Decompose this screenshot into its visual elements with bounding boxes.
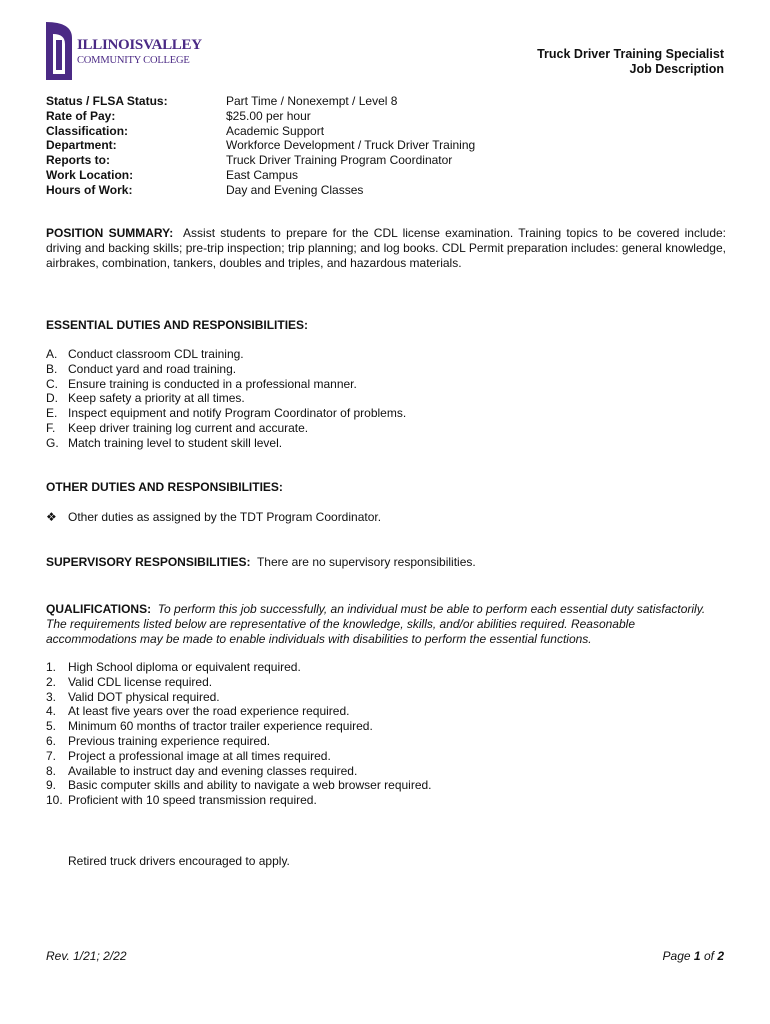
- list-item-text: Valid CDL license required.: [68, 674, 213, 689]
- diamond-bullet-icon: ❖: [46, 510, 57, 524]
- list-marker: 3.: [46, 689, 57, 704]
- info-row: [46, 124, 475, 139]
- qualifications-intro: [46, 602, 726, 646]
- info-row: [46, 109, 475, 124]
- info-row: [46, 153, 475, 168]
- position-summary: [46, 226, 726, 270]
- info-value: Part Time / Nonexempt / Level 8: [226, 94, 398, 108]
- section-heading: QUALIFICATIONS:: [46, 602, 152, 616]
- list-item-text: High School diploma or equivalent required.: [68, 660, 301, 674]
- list-marker: 8.: [46, 763, 57, 778]
- list-item: [46, 660, 432, 675]
- info-row: [46, 168, 475, 183]
- supervisory-responsibilities: [46, 555, 726, 570]
- list-item-text: Proficient with 10 speed transmission required.: [68, 793, 317, 808]
- shield-emblem-icon: [44, 18, 74, 84]
- list-item: [46, 734, 432, 749]
- job-title: Truck Driver Training Specialist: [537, 47, 724, 61]
- list-item-text: Valid DOT physical required.: [68, 689, 220, 704]
- info-value: $25.00 per hour: [226, 108, 311, 123]
- list-item: [46, 749, 432, 764]
- list-item: [46, 764, 432, 779]
- info-label: Reports to:: [46, 153, 110, 168]
- info-value: Workforce Development / Truck Driver Training: [226, 138, 476, 153]
- list-item: [46, 704, 432, 719]
- list-item: [46, 793, 432, 808]
- page-number: [663, 949, 724, 963]
- info-value: Truck Driver Training Program Coordinator: [226, 153, 453, 168]
- list-item: [46, 510, 381, 525]
- list-marker: 9.: [46, 778, 57, 793]
- list-item-text: Previous training experience required.: [68, 733, 271, 748]
- list-marker: 5.: [46, 719, 57, 734]
- info-label: Classification:: [46, 123, 129, 138]
- job-info-table: [46, 94, 475, 198]
- list-item-text: Basic computer skills and ability to navigate a web browser required.: [68, 778, 432, 793]
- qualifications-list: [46, 660, 432, 808]
- revision-date: Rev. 1/21; 2/22: [46, 949, 127, 963]
- list-marker: 2.: [46, 674, 57, 689]
- essential-duties-list: [46, 347, 406, 451]
- other-duties-list: [46, 510, 381, 525]
- list-marker: 4.: [46, 704, 57, 719]
- section-heading: ESSENTIAL DUTIES AND RESPONSIBILITIES:: [46, 318, 309, 332]
- list-item: [46, 719, 432, 734]
- info-value: Day and Evening Classes: [226, 182, 364, 197]
- list-marker: G.: [46, 435, 59, 450]
- info-row: [46, 138, 475, 153]
- info-label: Work Location:: [46, 167, 134, 182]
- list-item: [46, 362, 406, 377]
- info-label: Hours of Work:: [46, 182, 133, 197]
- list-item: [46, 421, 406, 436]
- page-current: 1: [693, 949, 701, 963]
- list-marker: D.: [46, 391, 58, 406]
- supervisory-text: There are no supervisory responsibilities.: [256, 555, 476, 569]
- list-item-text: Inspect equipment and notify Program Coordinator of problems.: [68, 406, 407, 421]
- info-row: [46, 183, 475, 198]
- list-marker: 10.: [46, 793, 63, 808]
- section-heading: POSITION SUMMARY:: [46, 226, 174, 240]
- list-item-text: Conduct yard and road training.: [68, 361, 237, 376]
- list-item-text: Other duties as assigned by the TDT Program Coordinator.: [68, 510, 382, 524]
- list-item: [46, 406, 406, 421]
- page-word: Page: [662, 949, 691, 963]
- list-marker: 6.: [46, 733, 57, 748]
- list-item-text: Keep safety a priority at all times.: [68, 391, 245, 406]
- info-label: Status / FLSA Status:: [46, 94, 168, 108]
- document-type: Job Description: [629, 62, 724, 76]
- list-marker: C.: [46, 376, 58, 391]
- info-value: Academic Support: [226, 123, 325, 138]
- position-summary-text: Assist students to prepare for the CDL license examination. Training topics to be covered include: driving and backing skills; pre-trip inspection; trip planning; and log books. CDL Permit preparation includes: general knowledge, airbrakes, combination, tankers, doubles and triples, and hazardous materials.: [46, 226, 726, 270]
- list-item-text: Keep driver training log current and accurate.: [68, 420, 309, 435]
- list-item: [46, 347, 406, 362]
- logo-college-type: COMMUNITY COLLEGE: [77, 55, 190, 66]
- list-item-text: Conduct classroom CDL training.: [68, 347, 244, 361]
- list-item-text: Available to instruct day and evening classes required.: [68, 763, 358, 778]
- info-value: East Campus: [226, 167, 299, 182]
- logo-college-name: ILLINOISVALLEY: [77, 37, 202, 53]
- list-marker: F.: [46, 420, 56, 435]
- info-row: [46, 94, 475, 109]
- section-heading: SUPERVISORY RESPONSIBILITIES:: [46, 555, 251, 569]
- of-word: of: [703, 949, 714, 963]
- retired-drivers-note: Retired truck drivers encouraged to apply.: [68, 854, 290, 868]
- list-item: [46, 377, 406, 392]
- qualifications-intro-text: To perform this job successfully, an individual must be able to perform each essential duty satisfactorily. The requirements listed below are representative of the knowledge, skills, and/or abilities required. Reasonable accommodations may be made to enable individuals with disabilities to perform the essential functions.: [46, 602, 706, 646]
- list-marker: B.: [46, 361, 58, 376]
- list-item-text: Match training level to student skill level.: [68, 435, 283, 450]
- list-item: [46, 675, 432, 690]
- college-logo: [44, 18, 202, 84]
- list-item: [46, 690, 432, 705]
- info-label: Department:: [46, 138, 117, 153]
- list-item: [46, 391, 406, 406]
- section-heading: OTHER DUTIES AND RESPONSIBILITIES:: [46, 480, 283, 494]
- document-header: [537, 47, 724, 77]
- page-total: 2: [717, 949, 724, 963]
- list-item: [46, 778, 432, 793]
- list-item: [46, 436, 406, 451]
- list-item-text: Minimum 60 months of tractor trailer experience required.: [68, 719, 373, 734]
- list-item-text: Ensure training is conducted in a professional manner.: [68, 376, 357, 391]
- list-item-text: At least five years over the road experience required.: [68, 704, 350, 719]
- list-marker: 1.: [46, 660, 57, 674]
- list-marker: A.: [46, 347, 58, 361]
- list-marker: 7.: [46, 748, 57, 763]
- list-item-text: Project a professional image at all times required.: [68, 748, 331, 763]
- info-label: Rate of Pay:: [46, 108, 116, 123]
- list-marker: E.: [46, 406, 58, 421]
